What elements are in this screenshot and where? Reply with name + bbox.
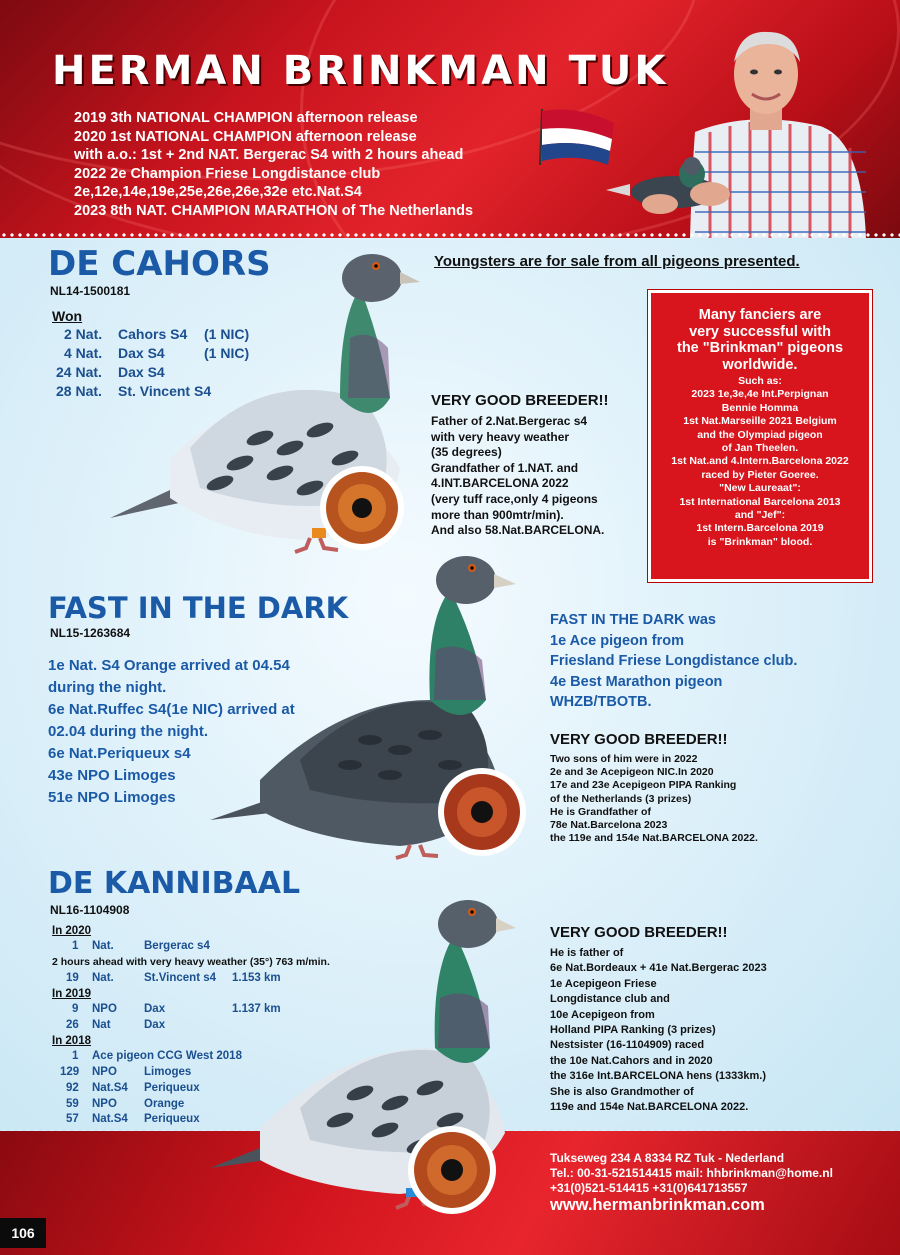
result-race: Dax S4 [118, 345, 165, 361]
result-org: Ace pigeon CCG West 2018 [92, 1050, 242, 1062]
result-place: 1 [72, 1050, 79, 1062]
ring-number: NL14-1500181 [50, 284, 131, 298]
result-place: 59 [66, 1098, 79, 1110]
won-label: Won [52, 308, 83, 324]
result-race: Limoges [144, 1066, 192, 1078]
text-line: Two sons of him were in 2022 [550, 753, 698, 765]
year-label: In 2020 [52, 925, 91, 937]
result-place: 19 [66, 972, 79, 984]
result-place: 4 Nat. [64, 345, 103, 361]
text-line: Grandfather of 1.NAT. and [431, 460, 579, 475]
result-place: 129 [60, 1066, 80, 1078]
achievement-line: 2022 2e Champion Friese Longdistance club [74, 165, 381, 182]
achievement-line: 2019 3th NATIONAL CHAMPION afternoon release [74, 110, 418, 126]
pigeon-name: DE CAHORS [48, 244, 271, 284]
result-line: 43e NPO Limoges [48, 767, 176, 784]
text-line: 2e and 3e Acepigeon NIC.In 2020 [550, 766, 714, 779]
result-place: 57 [66, 1113, 79, 1125]
text-line: 119e and 154e Nat.BARCELONA 2022. [550, 1101, 749, 1114]
achievement-line: 2020 1st NATIONAL CHAMPION afternoon release [74, 128, 417, 145]
text-line: 1st Intern.Barcelona 2019 [696, 522, 824, 535]
breeder-photo [600, 22, 870, 238]
text-line: Such as: [738, 375, 782, 387]
result-place: 26 [66, 1019, 79, 1031]
text-line: WHZB/TBOTB. [550, 694, 652, 710]
text-line: the 10e Nat.Cahors and in 2020 [550, 1054, 713, 1067]
pigeon-photo [210, 898, 530, 1218]
ring-number: NL15-1263684 [50, 626, 131, 640]
result-line: during the night. [48, 679, 167, 696]
website-link[interactable]: www.hermanbrinkman.com [550, 1196, 765, 1214]
result-line: 6e Nat.Periqueux s4 [48, 745, 191, 762]
result-line: 1e Nat. S4 Orange arrived at 04.54 [48, 657, 290, 674]
result-org: Nat. [92, 940, 114, 952]
text-line: 78e Nat.Barcelona 2023 [550, 819, 668, 832]
result-race: St.Vincent s4 [144, 972, 217, 984]
result-race: Cahors S4 [118, 326, 188, 342]
text-line: of the Netherlands (3 prizes) [550, 792, 692, 805]
result-org: Nat.S4 [92, 1082, 128, 1094]
text-line: 1e Ace pigeon from [550, 632, 685, 649]
text-line: and the Olympiad pigeon [697, 428, 823, 441]
text-line: more than 900mtr/min). [431, 507, 564, 522]
ring-number: NL16-1104908 [50, 903, 130, 917]
result-race: Orange [144, 1098, 185, 1110]
text-line: is "Brinkman" blood. [707, 535, 813, 548]
result-race: Dax S4 [118, 364, 165, 380]
text-line: (very tuff race,only 4 pigeons [431, 491, 598, 506]
text-line: Many fanciers are [698, 307, 822, 323]
text-line: Bennie Homma [721, 401, 799, 414]
result-note: (1 NIC) [204, 345, 250, 361]
text-line: Longdistance club and [550, 993, 670, 1006]
pigeon-name: DE KANNIBAAL [48, 866, 301, 901]
result-distance: 1.137 km [232, 1003, 281, 1015]
result-org: Nat [92, 1019, 111, 1031]
header-banner [0, 0, 900, 238]
result-note: (1 NIC) [204, 326, 250, 342]
result-place: 92 [66, 1082, 79, 1094]
result-place: 24 Nat. [56, 364, 102, 380]
text-line: 1st International Barcelona 2013 [679, 495, 841, 508]
result-place: 28 Nat. [56, 383, 102, 399]
footer-phones: +31(0)521-514415 +31(0)641713557 [550, 1181, 748, 1195]
result-race: Dax [144, 1003, 166, 1015]
text-line: Father of 2.Nat.Bergerac s4 [431, 414, 588, 428]
result-place: 1 [72, 940, 79, 952]
year-label: In 2018 [52, 1035, 91, 1047]
pigeon-summary [550, 610, 797, 713]
text-line: and "Jef": [734, 509, 786, 522]
text-line: FAST IN THE DARK was [550, 612, 716, 628]
text-line: the "Brinkman" pigeons [676, 340, 844, 356]
text-line: "New Laureaat": [719, 482, 801, 495]
breeder-heading: VERY GOOD BREEDER!! [550, 731, 728, 748]
pigeon-photo [110, 248, 430, 560]
text-line: He is father of [550, 947, 624, 959]
result-distance: 1.153 km [232, 972, 281, 984]
text-line: very successful with [689, 323, 831, 340]
sale-notice: Youngsters are for sale from all pigeons presented. [434, 253, 800, 270]
result-race: St. Vincent S4 [118, 383, 212, 399]
year-label: In 2019 [52, 988, 91, 1000]
text-line: 4.INT.BARCELONA 2022 [431, 476, 569, 491]
text-line: He is Grandfather of [550, 805, 651, 818]
result-line: 51e NPO Limoges [48, 789, 176, 806]
result-note: 2 hours ahead with very heavy weather (35°) 763 m/min. [52, 956, 330, 968]
text-line: raced by Pieter Goeree. [701, 468, 819, 481]
achievement-line: 2e,12e,14e,19e,25e,26e,26e,32e etc.Nat.S4 [74, 184, 362, 201]
text-line: 10e Acepigeon from [550, 1008, 655, 1021]
result-org: NPO [92, 1098, 117, 1110]
text-line: worldwide. [722, 356, 798, 373]
header-achievements [74, 109, 473, 221]
page-number: 106 [0, 1218, 46, 1248]
text-line: Nestsister (16-1104909) raced [550, 1039, 705, 1052]
text-line: the 119e and 154e Nat.BARCELONA 2022. [550, 832, 758, 845]
result-line: 02.04 during the night. [48, 723, 209, 740]
result-org: NPO [92, 1003, 117, 1015]
breeder-text [550, 753, 758, 845]
text-line: the 316e Int.BARCELONA hens (1333km.) [550, 1070, 766, 1083]
breeder-text [431, 414, 604, 539]
pigeon-name: FAST IN THE DARK [48, 591, 349, 625]
result-place: 9 [72, 1003, 79, 1015]
text-line: 4e Best Marathon pigeon [550, 673, 723, 690]
text-line: of Jan Theelen. [721, 442, 799, 455]
breeder-heading: VERY GOOD BREEDER!! [550, 924, 728, 941]
text-line: (35 degrees) [431, 445, 502, 460]
text-line: She is also Grandmother of [550, 1085, 694, 1098]
text-line: Holland PIPA Ranking (3 prizes) [550, 1024, 716, 1037]
text-line: 1e Acepigeon Friese [550, 977, 657, 990]
page-title: HERMAN BRINKMAN TUK [52, 48, 669, 94]
result-place: 2 Nat. [64, 326, 103, 342]
result-org: Nat.S4 [92, 1113, 128, 1125]
pigeon-photo [200, 550, 530, 865]
testimonial-box [648, 290, 872, 582]
breeder-text [550, 946, 767, 1115]
result-line: 6e Nat.Ruffec S4(1e NIC) arrived at [48, 701, 295, 718]
result-org: NPO [92, 1066, 117, 1078]
result-race: Periqueux [144, 1113, 200, 1125]
text-line: Friesland Friese Longdistance club. [550, 653, 798, 669]
result-race: Bergerac s4 [144, 940, 210, 952]
achievement-line: with a.o.: 1st + 2nd NAT. Bergerac S4 with 2 hours ahead [74, 147, 464, 164]
text-line: 2023 1e,3e,4e Int.Perpignan [691, 388, 829, 401]
text-line: 17e and 23e Acepigeon PIPA Ranking [550, 779, 737, 792]
text-line: And also 58.Nat.BARCELONA. [431, 523, 605, 538]
text-line: with very heavy weather [431, 429, 570, 444]
result-race: Dax [144, 1019, 166, 1031]
footer-address: Tukseweg 234 A 8334 RZ Tuk - Nederland [550, 1151, 785, 1165]
result-race: Periqueux [144, 1082, 200, 1094]
text-line: 1st Nat.Marseille 2021 Belgium [683, 415, 837, 428]
text-line: 6e Nat.Bordeaux + 41e Nat.Bergerac 2023 [550, 962, 767, 975]
achievement-line: 2023 8th NAT. CHAMPION MARATHON of The Netherlands [74, 202, 474, 219]
breeder-heading: VERY GOOD BREEDER!! [431, 392, 609, 409]
footer-contact: Tel.: 00-31-521514415 mail: hhbrinkman@home.nl [550, 1166, 833, 1180]
text-line: 1st Nat.and 4.Intern.Barcelona 2022 [671, 455, 849, 468]
result-org: Nat. [92, 972, 114, 984]
